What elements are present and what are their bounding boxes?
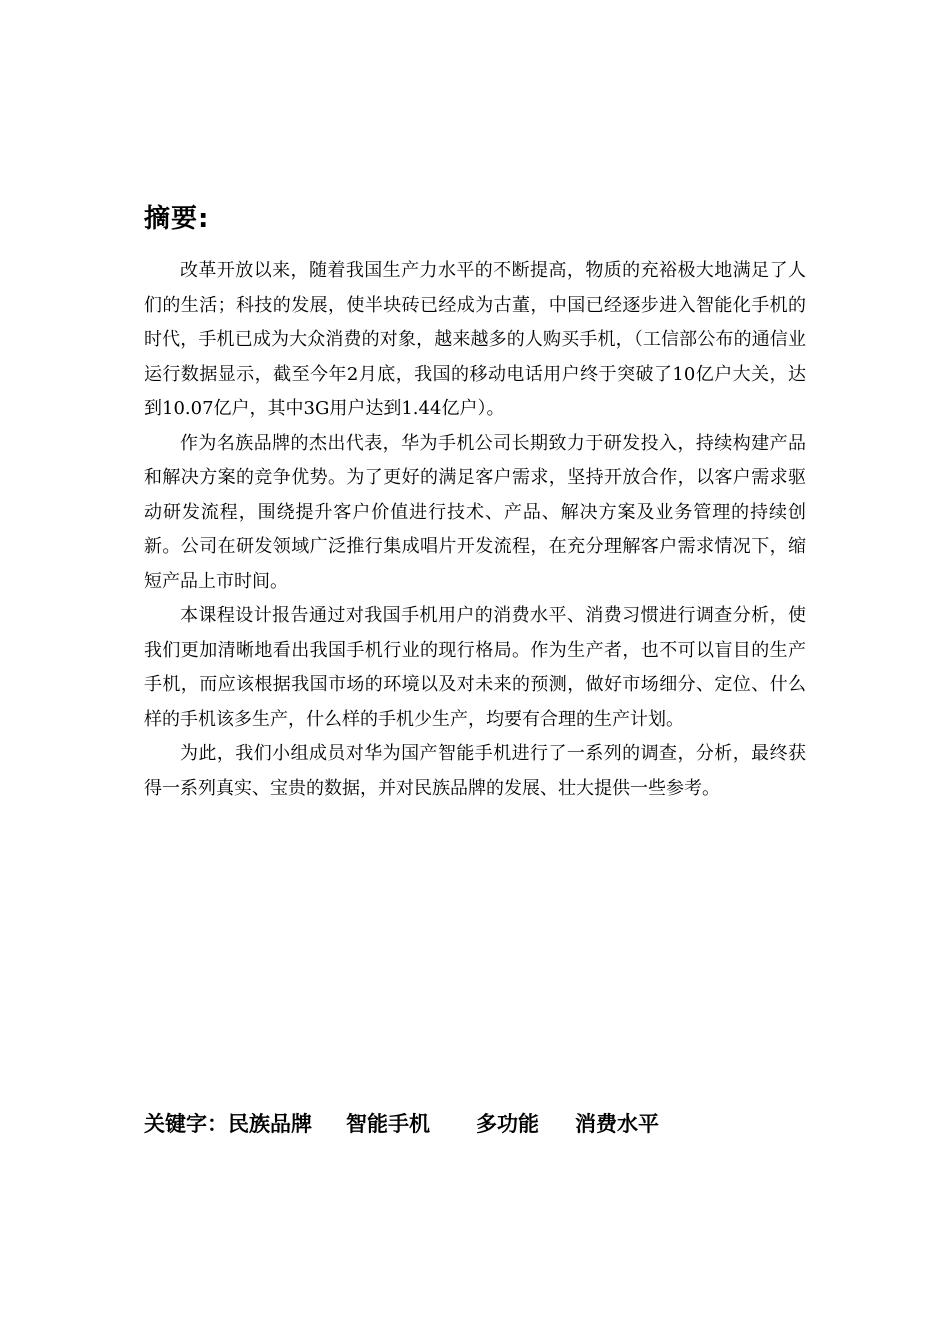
- abstract-body: [144, 254, 806, 806]
- keyword-item: 消费水平: [575, 1112, 659, 1136]
- abstract-paragraph-4: 为此，我们小组成员对华为国产智能手机进行了一系列的调查，分析，最终获得一系列真实、宝贵的数据，并对民族品牌的发展、壮大提供一些参考。: [144, 743, 806, 799]
- abstract-heading: 摘要:: [144, 204, 210, 234]
- abstract-paragraph-3: 本课程设计报告通过对我国手机用户的消费水平、消费习惯进行调查分析，使我们更加清晰地看出我国手机行业的现行格局。作为生产者，也不可以盲目的生产手机，而应该根据我国市场的环境以及对未来的预测，做好市场细分、定位、什么样的手机该多生产，什么样的手机少生产，均要有合理的生产计划。: [144, 605, 806, 730]
- abstract-paragraph-2: 作为名族品牌的杰出代表，华为手机公司长期致力于研发投入，持续构建产品和解决方案的竞争优势。为了更好的满足客户需求，坚持开放合作，以客户需求驱动研发流程，围绕提升客户价值进行技术、产品、解决方案及业务管理的持续创新。公司在研发领域广泛推行集成唱片开发流程，在充分理解客户需求情况下，缩短产品上市时间。: [144, 432, 806, 592]
- keywords-line: [144, 1106, 659, 1142]
- keyword-item: 民族品牌: [228, 1112, 312, 1136]
- keywords-label: 关键字：: [144, 1112, 228, 1136]
- keyword-item: 多功能: [476, 1112, 539, 1136]
- abstract-paragraph-1: 改革开放以来，随着我国生产力水平的不断提高，物质的充裕极大地满足了人们的生活；科技的发展，使半块砖已经成为古董，中国已经逐步进入智能化手机的时代，手机已成为大众消费的对象，越来越多的人购买手机，（工信部公布的通信业运行数据显示，截至今年2月底，我国的移动电话用户终于突破了10亿户大关，达到10.07亿户，其中3G用户达到1.44亿户）。: [144, 260, 806, 419]
- keyword-item: 智能手机: [346, 1112, 430, 1136]
